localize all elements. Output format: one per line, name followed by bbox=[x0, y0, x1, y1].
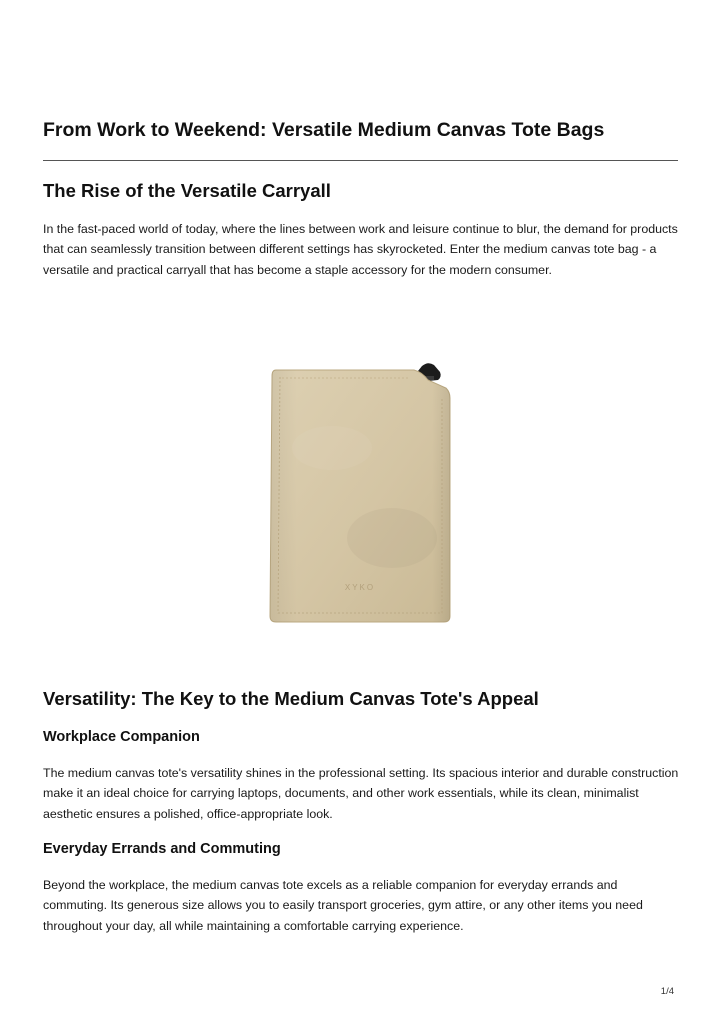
page-number: 1/4 bbox=[660, 986, 674, 997]
title-divider bbox=[43, 160, 678, 161]
section-heading-rise: The Rise of the Versatile Carryall bbox=[43, 180, 331, 201]
brand-emboss: XYKO bbox=[344, 583, 376, 592]
subheading-errands: Everyday Errands and Commuting bbox=[43, 841, 281, 857]
section-body-rise: In the fast-paced world of today, where the lines between work and leisure continue to blur, the demand for products that can seamlessly transition between different settings has skyrocketed. Enter the medium canvas tote bag - a versatile and practical carryall that has become a staple accessory for the modern consumer. bbox=[43, 222, 678, 277]
product-image bbox=[262, 358, 458, 630]
body-workplace: The medium canvas tote's versatility shines in the professional setting. Its spacious interior and durable construction make it an ideal choice for carrying laptops, documents, and other work essentials, while its clean, minimalist aesthetic ensures a polished, office-appropriate look. bbox=[43, 766, 679, 821]
section-heading-versatility: Versatility: The Key to the Medium Canvas Tote's Appeal bbox=[43, 688, 539, 709]
body-errands: Beyond the workplace, the medium canvas tote excels as a reliable companion for everyday errands and commuting. Its generous size allows you to easily transport groceries, gym attire, or any other items you need throughout your day, all while maintaining a comfortable carrying experience. bbox=[43, 878, 643, 933]
document-title: From Work to Weekend: Versatile Medium Canvas Tote Bags bbox=[43, 119, 605, 141]
subheading-workplace: Workplace Companion bbox=[43, 729, 200, 745]
